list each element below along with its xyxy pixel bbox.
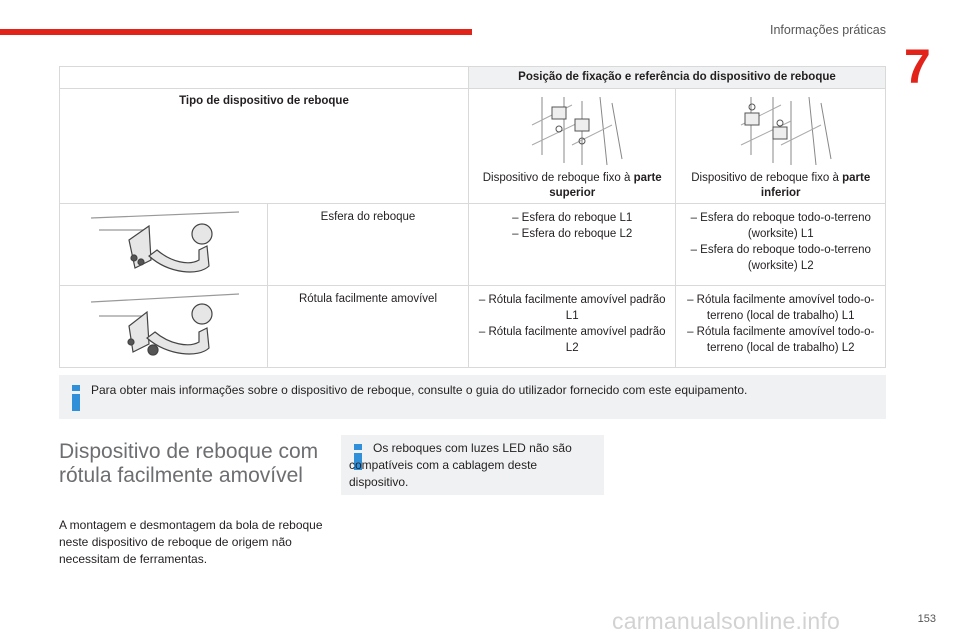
row2-lower-cell [676,286,886,368]
list-item: – Rótula facilmente amovível todo-o-terreno (local de trabalho) L2 [687,326,875,354]
table-corner-2 [268,67,469,89]
list-item: – Esfera do reboque todo-o-terreno (worksite) L2 [690,244,871,272]
lower-mount-illustration [721,95,841,167]
upper-mount-illustration [512,95,632,167]
list-item: – Esfera do reboque L1 [512,212,633,224]
upper-caption-bold: parte superior [549,172,662,199]
section-body: A montagem e desmontagem da bola de reboque neste dispositivo de reboque de origem não necessitam de ferramentas. [59,518,323,566]
info-text: Para obter mais informações sobre o dispositivo de reboque, consulte o guia do utilizador fornecido com este equipamento. [91,383,748,397]
table-corner [60,67,268,89]
section-heading: Dispositivo de reboque com rótula facilmente amovível [59,440,319,487]
upper-caption-text: Dispositivo de reboque fixo à [482,172,634,184]
list-item: – Esfera do reboque todo-o-terreno (worksite) L1 [690,212,871,240]
chapter-number: 7 [904,41,931,94]
tow-ball-image-cell [60,204,268,286]
list-item: – Rótula facilmente amovível padrão L1 [478,294,666,322]
note-box [341,435,604,495]
position-column-header: Posição de fixação e referência do dispositivo de reboque [468,67,885,89]
list-item: – Esfera do reboque L2 [512,228,633,240]
type-column-header: Tipo de dispositivo de reboque [60,89,469,204]
row2-upper-cell [468,286,676,368]
page-number: 153 [917,613,936,625]
tow-ball-illustration [89,210,239,282]
section-title: Informações práticas [769,23,886,37]
note-text: Os reboques com luzes LED não são compatíveis com a cablagem deste dispositivo. [349,441,572,489]
row1-type: Esfera do reboque [268,204,469,286]
upper-mount-cell [468,89,676,204]
watermark: carmanualsonline.info [612,608,840,634]
lower-caption-text: Dispositivo de reboque fixo à [691,172,843,184]
header-accent-bar [0,29,472,35]
lower-caption-bold: parte inferior [760,172,871,199]
info-icon [71,385,81,411]
row1-upper-cell [468,204,676,286]
lower-mount-cell [676,89,886,204]
row1-lower-cell [676,204,886,286]
info-box [59,375,886,419]
towing-device-table [59,66,886,368]
list-item: – Rótula facilmente amovível todo-o-terreno (local de trabalho) L1 [687,294,875,322]
list-item: – Rótula facilmente amovível padrão L2 [478,326,666,354]
removable-ball-image-cell [60,286,268,368]
removable-ball-illustration [89,292,239,364]
row2-type: Rótula facilmente amovível [268,286,469,368]
